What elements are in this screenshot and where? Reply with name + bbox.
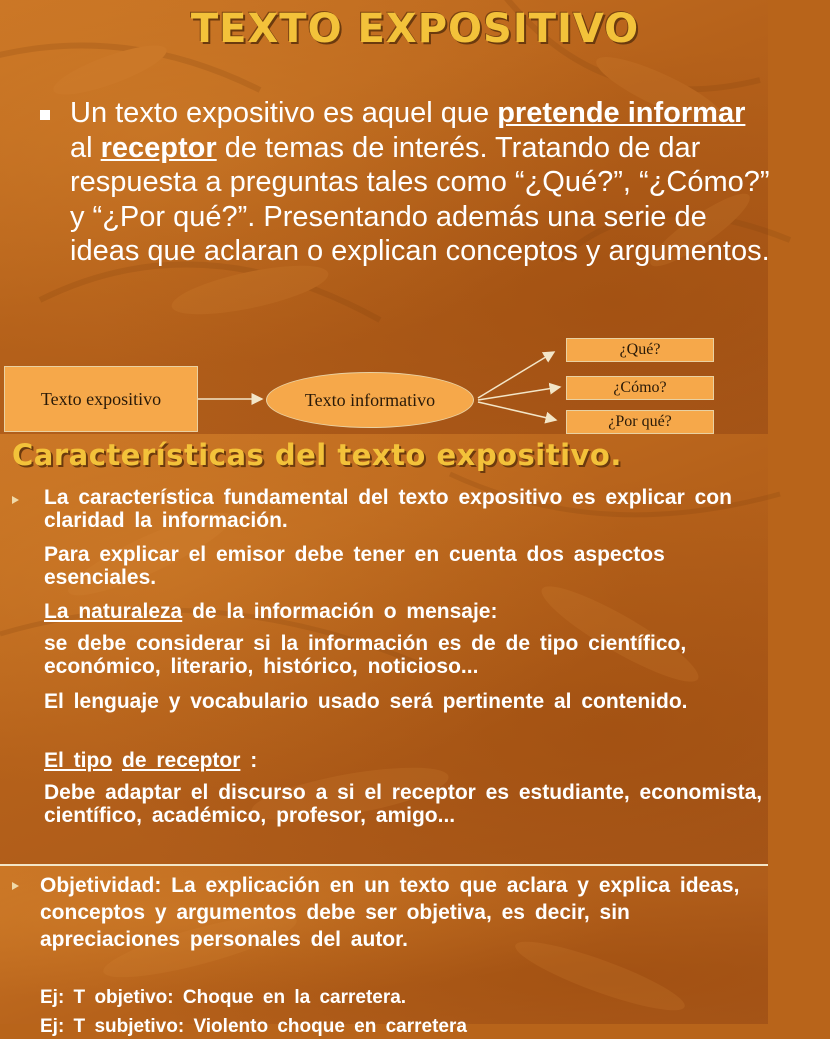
underlined-el-tipo: El tipo: [44, 749, 113, 772]
naturaleza-heading: [44, 600, 766, 623]
objetividad-paragraph: Objetividad: La explicación en un texto que aclara y explica ideas, conceptos y argumentos debe ser objetiva, es decir, sin apreciaciones personales del autor.: [40, 874, 740, 951]
tipo-receptor-colon: :: [250, 749, 258, 772]
bullet-marker: [40, 110, 50, 120]
diagram-ellipse-texto-informativo: Texto informativo: [266, 372, 474, 428]
definition-text-3: de temas de interés. Tratando de dar respuesta a preguntas tales como “¿Qué?”, “¿Cómo?” y “¿Por qué?”. Presentando además una serie de ideas que aclaran o explican conceptos y argumentos.: [70, 131, 770, 267]
slide-title: TEXTO EXPOSITIVO: [190, 6, 640, 52]
diagram-box-texto-expositivo: Texto expositivo: [4, 366, 198, 432]
diagram-box-que: ¿Qué?: [566, 338, 714, 362]
tipo-receptor-heading: [44, 749, 766, 772]
bullet-arrow-icon: [12, 882, 19, 890]
underlined-de-receptor: de receptor: [122, 749, 241, 772]
definition-text-2: al: [70, 131, 101, 164]
slide-objetividad: [0, 864, 768, 1037]
definition-paragraph: [70, 96, 770, 269]
characteristic-paragraph-4: El lenguaje y vocabulario usado será pertinente al contenido.: [44, 690, 688, 713]
underlined-receptor: receptor: [100, 131, 217, 164]
diagram-box-como: ¿Cómo?: [566, 376, 714, 400]
underlined-pretende-informar: pretende informar: [497, 97, 746, 129]
naturaleza-text: de la información o mensaje:: [192, 600, 498, 623]
characteristic-paragraph-5: Debe adaptar el discurso a si el receptor es estudiante, economista, científico, académico, profesor, amigo...: [44, 781, 763, 827]
example-subjetivo: Ej: T subjetivo: Violento choque en carretera: [40, 1016, 467, 1037]
slide-title: Características del texto expositivo.: [12, 438, 622, 472]
bullet-arrow-icon: [12, 496, 19, 504]
diagram-box-por-que: ¿Por qué?: [566, 410, 714, 434]
definition-text-1: Un texto expositivo es aquel que: [70, 97, 498, 129]
slide-caracteristicas: [0, 434, 768, 864]
underlined-naturaleza: La naturaleza: [44, 600, 183, 623]
characteristic-paragraph-2: Para explicar el emisor debe tener en cuenta dos aspectos esenciales.: [44, 543, 665, 589]
characteristic-paragraph-1: La característica fundamental del texto expositivo es explicar con claridad la información.: [44, 486, 732, 532]
slide-texto-expositivo: [0, 0, 768, 434]
characteristic-paragraph-3: se debe considerar si la información es de de tipo científico, económico, literario, histórico, noticioso...: [44, 632, 687, 678]
example-objetivo: Ej: T objetivo: Choque en la carretera.: [40, 987, 407, 1008]
